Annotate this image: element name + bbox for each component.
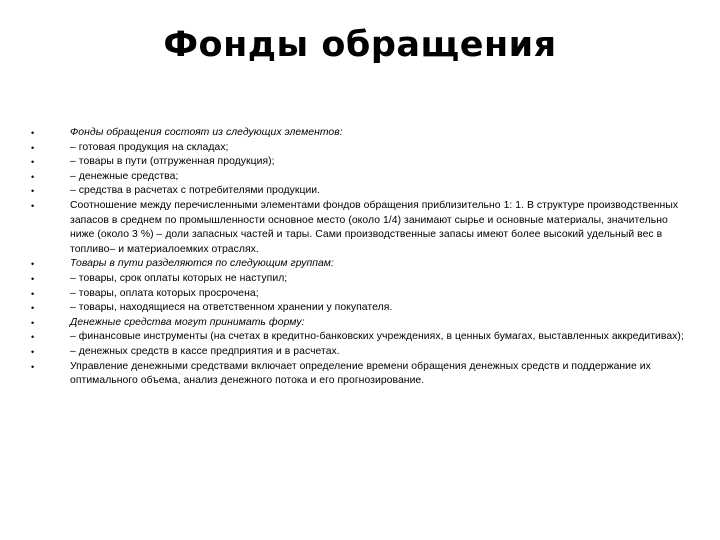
bullet-text: Денежные средства могут принимать форму: xyxy=(70,316,305,328)
bullet-text: – денежных средств в кассе предприятия и в расчетах. xyxy=(70,345,340,357)
bullet-item xyxy=(27,345,695,360)
bullet-item xyxy=(27,141,695,156)
bullet-text: – финансовые инструменты (на счетах в кредитно-банковских учреждениях, в ценных бумагах, выставленных аккредитивах); xyxy=(70,331,684,343)
bullet-text: Соотношение между перечисленными элементами фондов обращения приблизительно 1: 1. В структуре производственных запасов в среднем по промышленности основное место (около 1/4) занимают сырье и основные материалы, значительно ниже (около 3 %) – доли запасных частей и тары. Сами производственные запасы имеют более высокий удельный вес в топливо– и материалоемких отраслях. xyxy=(70,199,679,255)
bullet-text: – готовая продукция на складах; xyxy=(70,141,229,153)
bullet-item xyxy=(27,126,695,141)
bullet-item xyxy=(27,330,695,345)
bullet-text: – товары, срок оплаты которых не наступил; xyxy=(70,272,288,284)
bullet-item xyxy=(27,316,695,331)
bullet-text: – денежные средства; xyxy=(70,170,179,182)
bullet-item xyxy=(27,184,695,199)
bullet-item xyxy=(27,301,695,316)
bullet-item xyxy=(27,272,695,287)
bullet-text: – товары, оплата которых просрочена; xyxy=(70,287,259,299)
bullet-item xyxy=(27,199,695,257)
bullet-text: Товары в пути разделяются по следующим группам: xyxy=(70,258,334,270)
bullet-text: – товары в пути (отгруженная продукция); xyxy=(70,156,275,168)
slide-title: Фонды обращения xyxy=(163,25,557,65)
bullet-item xyxy=(27,360,695,389)
bullet-item xyxy=(27,155,695,170)
bullet-text: Фонды обращения состоят из следующих элементов: xyxy=(70,127,343,138)
bullet-item xyxy=(27,287,695,302)
bullet-text: – товары, находящиеся на ответственном хранении у покупателя. xyxy=(70,302,393,314)
bullet-text: Управление денежными средствами включает определение времени обращения денежных средств и поддержание их оптимального объема, анализ денежного потока и его прогнозирование. xyxy=(70,360,651,387)
bullet-list xyxy=(27,126,695,389)
bullet-item xyxy=(27,257,695,272)
bullet-item xyxy=(27,170,695,185)
bullet-text: – средства в расчетах с потребителями продукции. xyxy=(70,185,321,197)
